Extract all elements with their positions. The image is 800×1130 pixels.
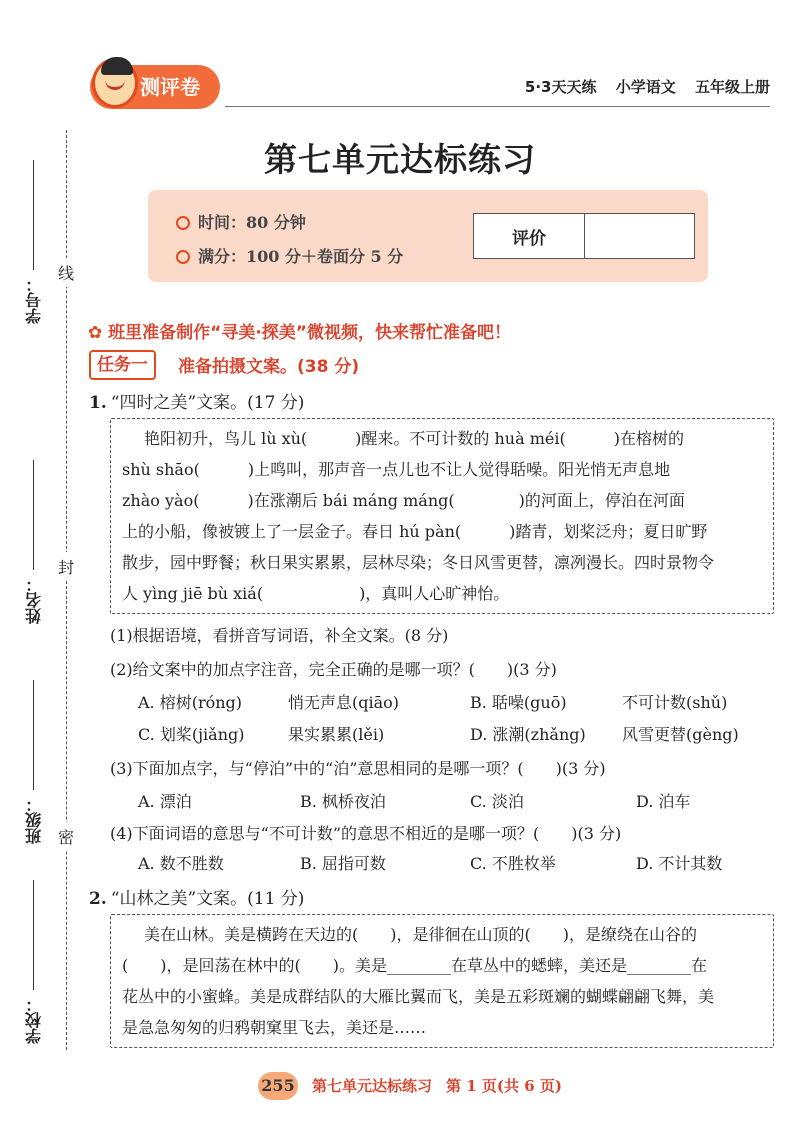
option-b[interactable]: B. 聒噪(guō) [470,693,567,712]
evaluation-label: 评价 [474,214,585,258]
class-label: 班级： [24,796,44,844]
option-b[interactable]: B. 屈指可数 [300,854,386,873]
student-name-label: 姓名： [24,576,44,624]
question-1-sub-3: (3)下面加点字，与“停泊”中的“泊”意思相同的是哪一项？( )(3 分) [110,759,606,778]
task-title: 准备拍摄文案。(38 分) [178,357,360,377]
header-divider [225,106,770,107]
clock-icon [176,216,190,230]
page-footer [258,1072,576,1100]
question-1-title: “四时之美”文案。(17 分) [110,393,305,413]
passage-1-line: 艳阳初升，鸟儿 lù xù( )醒来。不可计数的 huà méi( )在榕树的 [144,429,684,448]
option-b[interactable]: B. 枫桥夜泊 [300,792,386,811]
test-badge-label: 测评卷 [140,75,200,99]
sparkle-icon: ✿ [88,323,103,343]
option-c[interactable]: C. 淡泊 [470,792,524,811]
passage-1-line: zhào yào( )在涨潮后 bái máng máng( )的河面上，停泊在河面 [122,491,685,510]
school-label: 学校： [24,996,44,1044]
check-circle-icon [176,250,190,264]
series-info [511,76,770,97]
passage-1-line: 散步，园中野餐；秋日果实累累，层林尽染；冬日风雪更替，凛冽漫长。四时景物令 [122,553,715,572]
page-number: 255 [258,1072,298,1100]
binding-mark-secret: 密 [57,822,75,851]
mascot-icon [92,58,138,108]
option-d[interactable]: D. 泊车 [636,792,691,811]
school-field[interactable] [22,880,46,1044]
option-c[interactable]: C. 不胜枚举 [470,854,556,873]
intro-label: 班里准备制作“寻美·探美”微视频，快来帮忙准备吧！ [108,323,511,343]
question-1-sub-1: (1)根据语境，看拼音写词语，补全文案。(8 分) [110,626,449,645]
passage-2-line: 花丛中的小蜜蜂。美是成群结队的大雁比翼而飞，美是五彩斑斓的蝴蝶翩翩飞舞，美 [122,987,715,1006]
option-a[interactable]: A. 数不胜数 [138,854,224,873]
passage-1-line: 人 yìng jiē bù xiá( )，真叫人心旷神怡。 [122,584,510,603]
evaluation-table [473,213,695,259]
subject-name: 小学语文 [615,78,676,96]
intro-text [88,318,511,343]
option-a[interactable]: A. 榕树(róng) [138,693,243,712]
binding-mark-line: 线 [57,258,75,287]
time-limit-text: 时间：80 分钟 [198,213,306,232]
option-c[interactable]: C. 划桨(jiǎng) [138,725,245,744]
question-1-number: 1. [89,393,107,413]
question-1-sub-4: (4)下面词语的意思与“不可计数”的意思不相近的是哪一项？( )(3 分) [110,824,622,843]
option-a-2: 悄无声息(qiāo) [288,693,400,712]
page-title: 第七单元达标练习 [264,140,536,179]
time-limit [176,210,306,233]
question-2-number: 2. [89,889,107,909]
series-name: 5·3天天练 [524,78,597,96]
question-2-title: “山林之美”文案。(11 分) [110,889,305,909]
passage-2-line: 是急急匆匆的归鸦朝窠里飞去，美还是…… [122,1018,427,1037]
footer-unit: 第七单元达标练习 [312,1077,433,1095]
option-d[interactable]: D. 涨潮(zhǎng) [470,725,586,744]
option-d-2: 风雪更替(gèng) [622,725,739,744]
option-b-2: 不可计数(shǔ) [622,693,728,712]
student-number-field[interactable] [22,160,46,324]
question-1-heading [89,388,304,413]
option-c-2: 果实累累(lěi) [288,725,385,744]
question-2-heading [89,884,304,909]
student-name-field[interactable] [22,460,46,624]
option-d[interactable]: D. 不计其数 [636,854,723,873]
passage-1-line: shù shāo( )上鸣叫，那声音一点儿也不让人觉得聒噪。阳光悄无声息地 [122,460,671,479]
class-field[interactable] [22,680,46,844]
passage-2-line: ( )，是回荡在林中的( )。美是________在草丛中的蟋蟀，美还是________在 [122,956,707,975]
question-1-sub-2: (2)给文案中的加点字注音，完全正确的是哪一项？( )(3 分) [110,660,557,679]
passage-1-line: 上的小船，像被镀上了一层金子。春日 hú pàn( )踏青，划桨泛舟；夏日旷野 [122,522,708,541]
full-score [176,244,403,267]
passage-2-line: 美在山林。美是横跨在天边的( )，是徘徊在山顶的( )，是缭绕在山谷的 [144,925,697,944]
option-a[interactable]: A. 漂泊 [138,792,192,811]
task-tag: 任务一 [89,350,156,380]
binding-mark-seal: 封 [57,552,75,581]
grade-name: 五年级上册 [694,78,770,96]
student-number-label: 学号： [24,276,44,324]
footer-pages: 第 1 页(共 6 页) [446,1077,562,1095]
full-score-text: 满分：100 分＋卷面分 5 分 [198,247,404,266]
evaluation-value[interactable] [585,214,694,258]
